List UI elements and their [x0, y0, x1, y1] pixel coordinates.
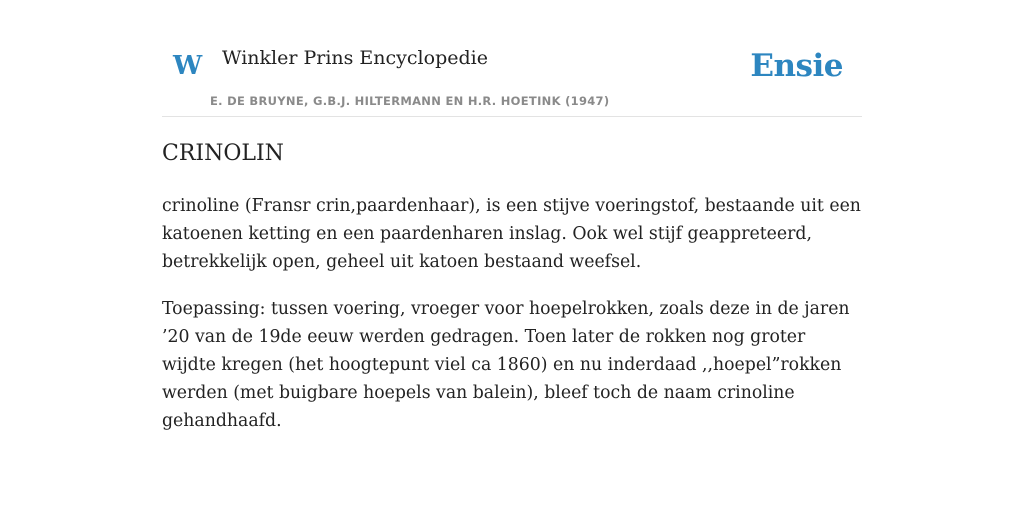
article-title: CRINOLIN [162, 141, 284, 166]
header [162, 38, 862, 117]
article-paragraph: crinoline (Fransr crin,paardenhaar), is een stijve voeringstof, bestaande uit een katoenen ketting en een paardenharen inslag. Ook wel stijf geappreteerd, betrekkelijk open, geheel uit katoen bestaand weefsel. [162, 196, 861, 272]
authors-line: E. DE BRUYNE, G.B.J. HILTERMANN EN H.R. HOETINK (1947) [210, 94, 610, 108]
article-body [162, 192, 862, 454]
encyclopedia-title[interactable]: Winkler Prins Encyclopedie [222, 47, 488, 69]
brand-logo[interactable]: Ensie [750, 48, 843, 84]
article-paragraph: Toepassing: tussen voering, vroeger voor hoepelrokken, zoals deze in de jaren ’20 van de 19de eeuw werden gedragen. Toen later de rokken nog groter wijdte kregen (het hoogtepunt viel ca 1860) en nu inderdaad ,,hoepel”rokken werden (met buigbare hoepels van balein), bleef toch de naam crinoline gehandhaafd. [162, 299, 850, 431]
encyclopedia-logo[interactable]: W [173, 51, 203, 81]
